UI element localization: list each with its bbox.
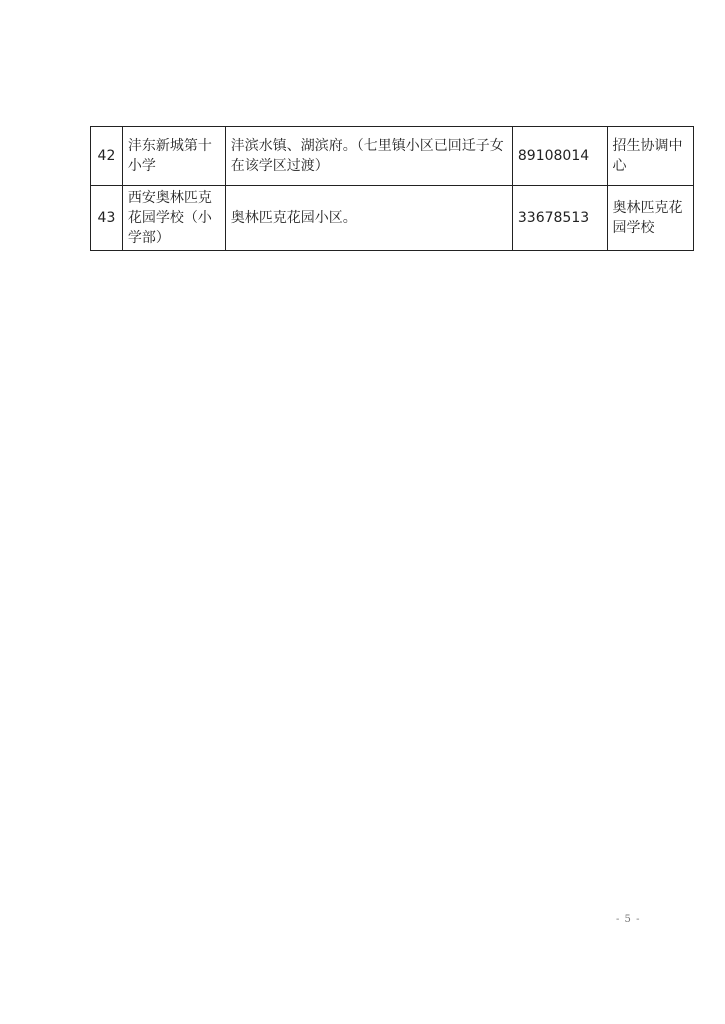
contact-cell: 奥林匹克花园学校	[607, 186, 693, 251]
school-name-cell: 沣东新城第十小学	[122, 127, 225, 186]
table-row	[91, 186, 694, 251]
district-area-cell: 奥林匹克花园小区。	[225, 186, 512, 251]
page-number: - 5 -	[616, 914, 641, 925]
district-area-cell: 沣滨水镇、湖滨府。（七里镇小区已回迁子女在该学区过渡）	[225, 127, 512, 186]
row-number-cell: 42	[91, 127, 123, 186]
row-number-cell: 43	[91, 186, 123, 251]
school-district-table	[90, 126, 694, 251]
phone-cell: 89108014	[512, 127, 607, 186]
phone-cell: 33678513	[512, 186, 607, 251]
school-name-cell: 西安奥林匹克花园学校（小学部）	[122, 186, 225, 251]
table-row	[91, 127, 694, 186]
contact-cell: 招生协调中心	[607, 127, 693, 186]
